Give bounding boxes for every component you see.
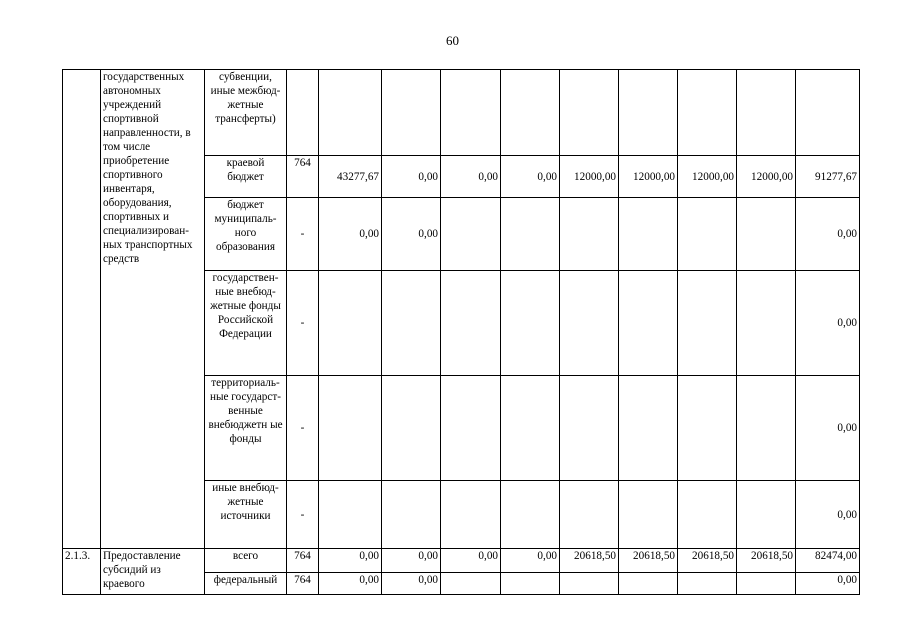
budget-code: 764 [287,573,319,595]
amount-cell [382,271,441,376]
budget-table [62,69,860,595]
budget-code: 764 [287,549,319,573]
amount-cell [560,70,619,156]
amount-cell [560,376,619,481]
measure-name: государственных автономных учреждений спортивной направленности, в том числе приобретение спортивного инвентаря, оборудования, спортивных и специализирован-ных транспортных средств [101,70,205,549]
budget-code: - [287,376,319,481]
funding-source: государствен-ные внебюд-жетные фонды Российской Федерации [205,271,287,376]
amount-cell [441,271,501,376]
amount-cell [441,70,501,156]
amount-cell [501,573,560,595]
amount-cell [619,376,678,481]
amount-cell [319,70,382,156]
amount-cell [737,271,796,376]
amount-cell [619,481,678,549]
amount-cell: 0,00 [501,156,560,198]
amount-cell: 20618,50 [678,549,737,573]
amount-cell: 12000,00 [678,156,737,198]
budget-code: 764 [287,156,319,198]
amount-cell: 0,00 [382,198,441,271]
row-index [63,70,101,549]
amount-cell: 12000,00 [737,156,796,198]
amount-cell [441,573,501,595]
amount-cell [441,376,501,481]
amount-cell: 0,00 [501,549,560,573]
total-cell: 0,00 [796,198,860,271]
amount-cell: 0,00 [441,156,501,198]
amount-cell: 0,00 [382,573,441,595]
amount-cell [678,376,737,481]
amount-cell: 20618,50 [560,549,619,573]
amount-cell [737,70,796,156]
row-index: 2.1.3. [63,549,101,595]
amount-cell [737,573,796,595]
amount-cell [737,376,796,481]
total-cell [796,70,860,156]
amount-cell: 20618,50 [737,549,796,573]
amount-cell: 20618,50 [619,549,678,573]
amount-cell [560,271,619,376]
table-row [63,70,860,156]
budget-code: - [287,481,319,549]
page-number: 60 [446,33,459,48]
amount-cell: 0,00 [319,549,382,573]
budget-code: - [287,271,319,376]
total-cell: 0,00 [796,573,860,595]
amount-cell: 0,00 [441,549,501,573]
amount-cell [441,481,501,549]
amount-cell [560,573,619,595]
amount-cell [678,198,737,271]
amount-cell [501,198,560,271]
amount-cell [319,481,382,549]
total-cell: 0,00 [796,481,860,549]
measure-name: Предоставление субсидий из краевого [101,549,205,595]
amount-cell [678,481,737,549]
amount-cell [560,198,619,271]
total-cell: 0,00 [796,376,860,481]
funding-source: территориаль-ные государст-венные внебюджетн ые фонды [205,376,287,481]
funding-source: иные внебюд-жетные источники [205,481,287,549]
amount-cell [319,376,382,481]
total-cell: 91277,67 [796,156,860,198]
amount-cell [501,271,560,376]
table-row [63,549,860,573]
funding-source: краевой бюджет [205,156,287,198]
total-cell: 82474,00 [796,549,860,573]
amount-cell [382,481,441,549]
amount-cell [382,70,441,156]
amount-cell: 0,00 [319,573,382,595]
amount-cell [678,573,737,595]
funding-source: субвенции, иные межбюд-жетные трансферты) [205,70,287,156]
amount-cell [382,376,441,481]
total-cell: 0,00 [796,271,860,376]
funding-source: всего [205,549,287,573]
amount-cell [319,271,382,376]
amount-cell: 0,00 [382,549,441,573]
funding-source: федеральный [205,573,287,595]
amount-cell [619,271,678,376]
budget-code: - [287,198,319,271]
amount-cell: 0,00 [382,156,441,198]
amount-cell [619,573,678,595]
amount-cell [737,198,796,271]
amount-cell [619,198,678,271]
amount-cell [560,481,619,549]
amount-cell: 12000,00 [619,156,678,198]
amount-cell [501,481,560,549]
budget-code [287,70,319,156]
amount-cell [737,481,796,549]
funding-source: бюджет муниципаль-ного образования [205,198,287,271]
amount-cell: 12000,00 [560,156,619,198]
amount-cell [678,271,737,376]
amount-cell: 0,00 [319,198,382,271]
amount-cell [619,70,678,156]
amount-cell [441,198,501,271]
amount-cell: 43277,67 [319,156,382,198]
amount-cell [678,70,737,156]
amount-cell [501,70,560,156]
amount-cell [501,376,560,481]
